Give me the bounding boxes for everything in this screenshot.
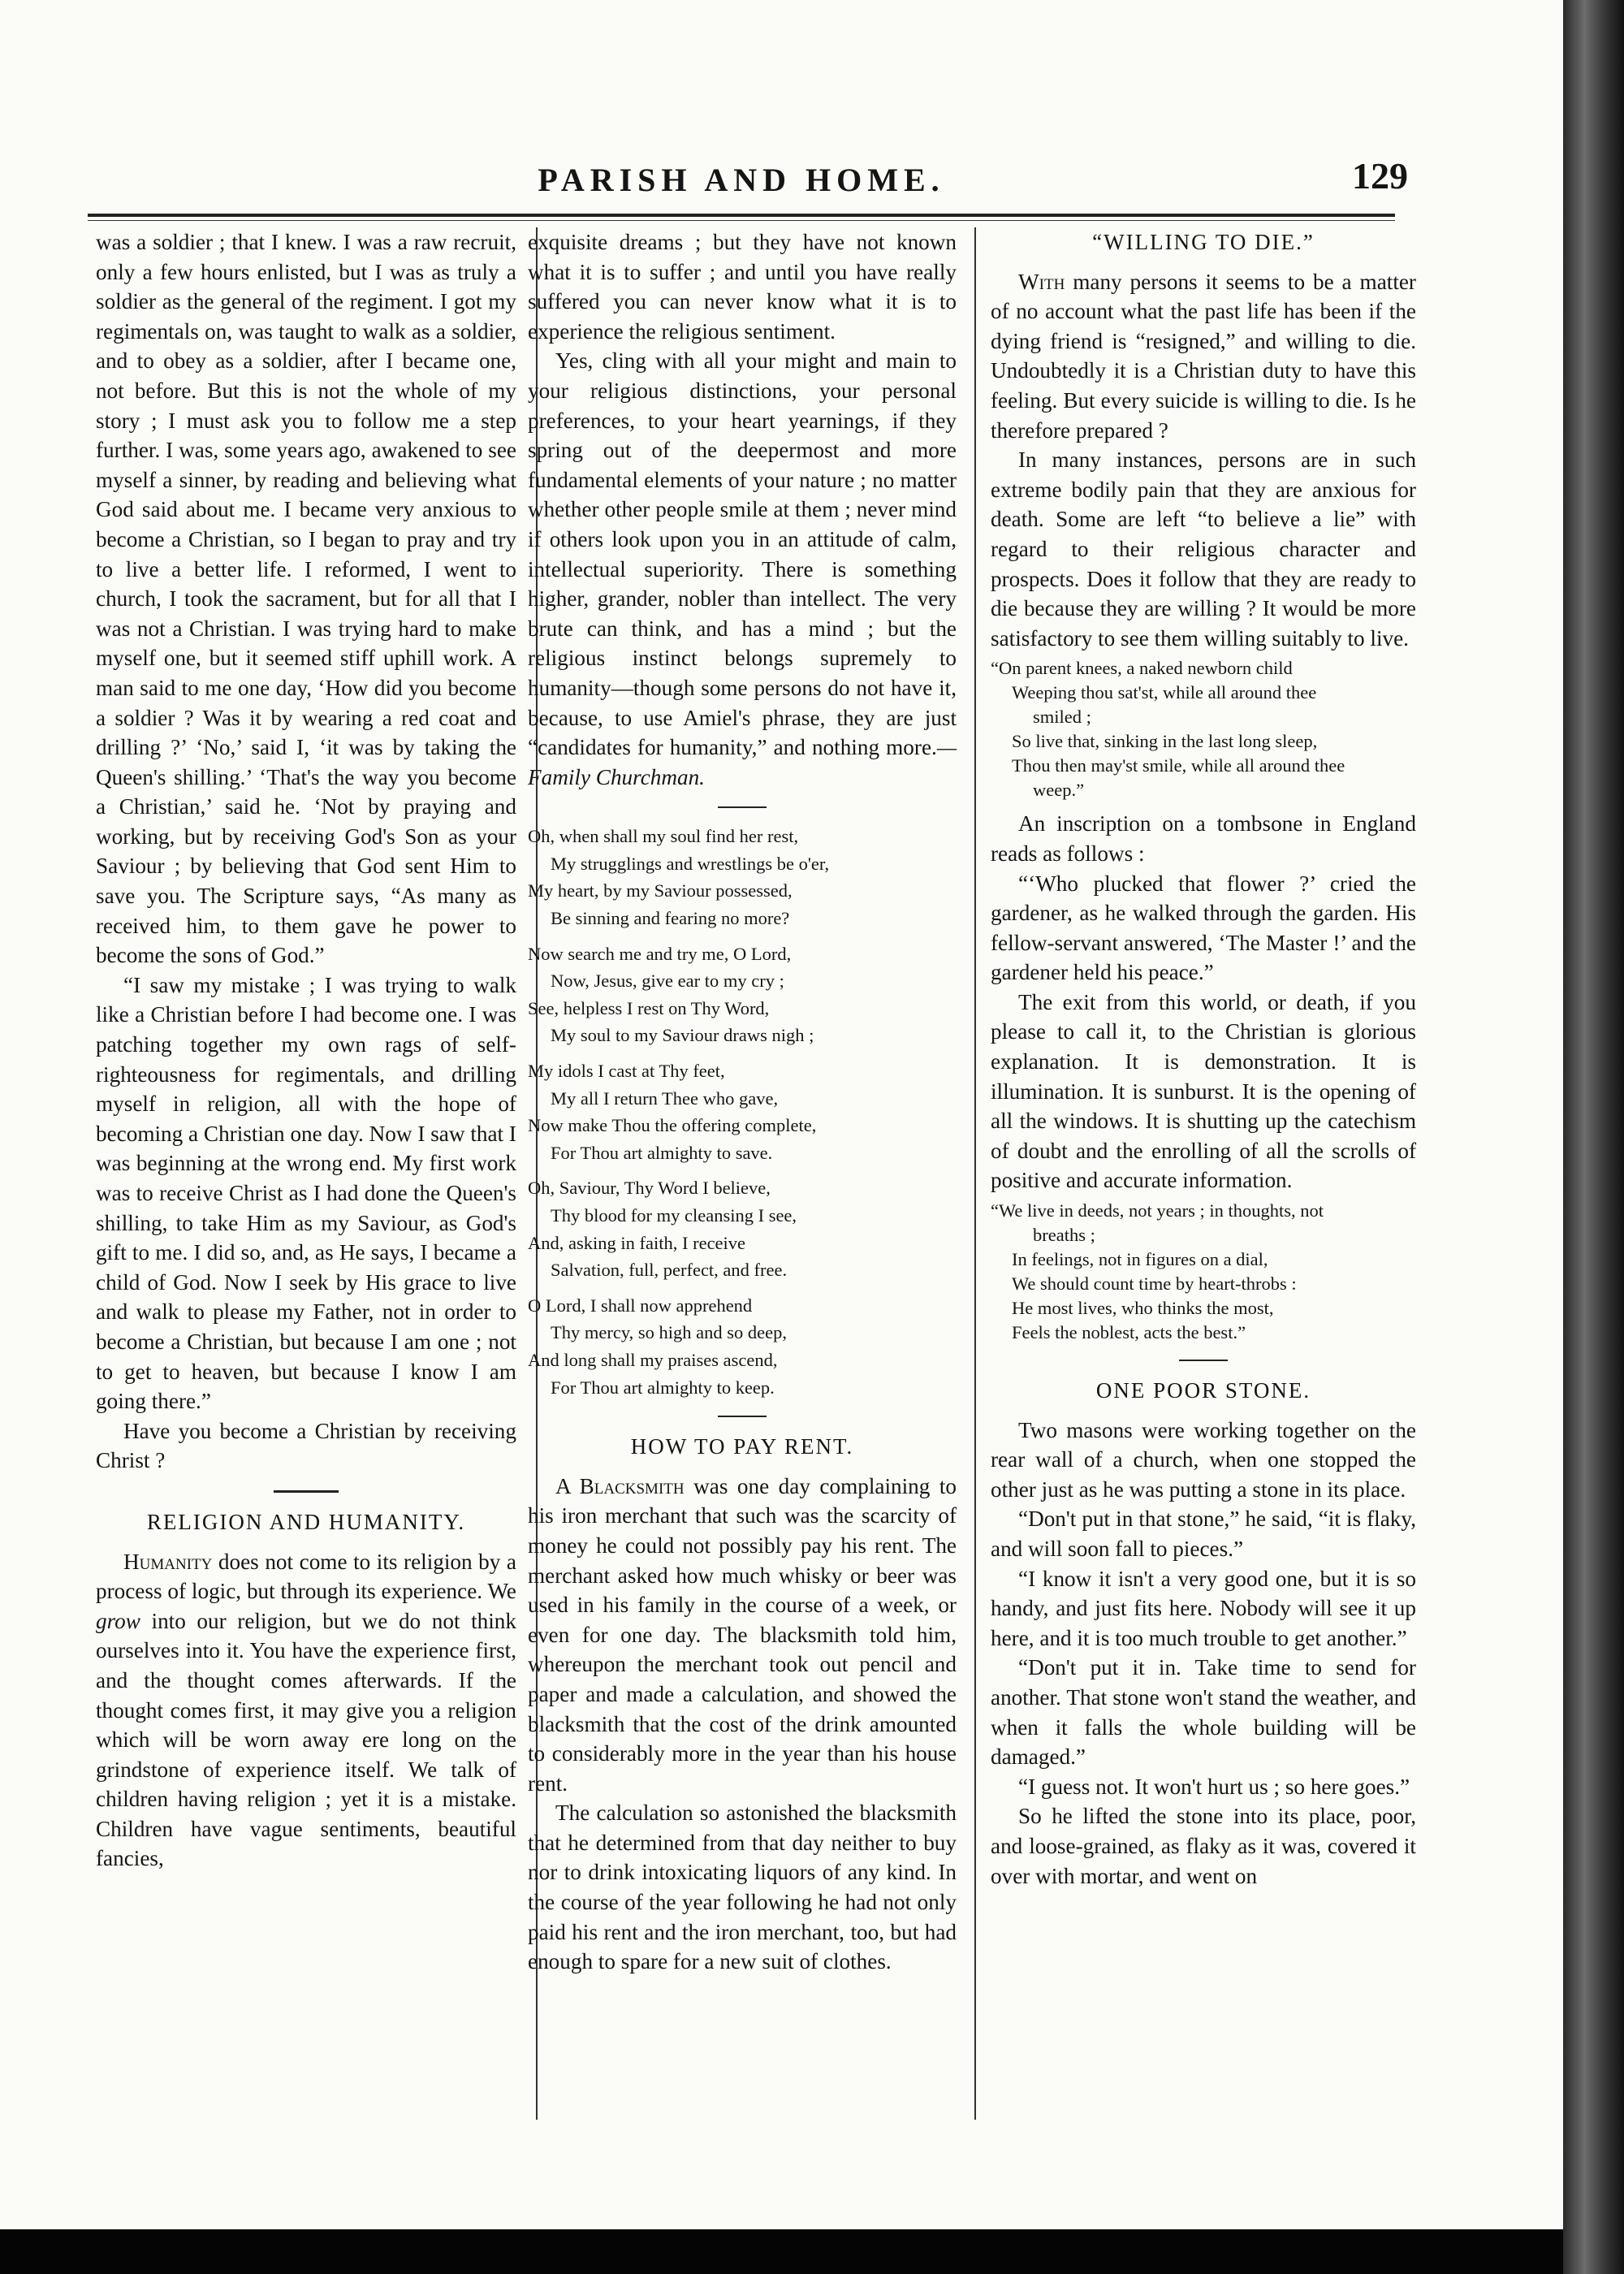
- paragraph-text: into our religion, but we do not think ourselves into it. You have the experience first, and the thought comes afterwards. If the thought comes first, it may give you a religion which will be worn away ere long on the grindstone of experience itself. We talk of children having religion ; yet it is a mistake. Children have vague sentiments, beautiful fancies,: [96, 1608, 516, 1871]
- column-left: [96, 227, 516, 1874]
- article-heading: “WILLING TO DIE.”: [1092, 230, 1315, 254]
- paragraph: So he lifted the stone into its place, poor, and loose-grained, as flaky as it was, covered it over with mortar, and went on: [991, 1804, 1416, 1888]
- article-heading: RELIGION AND HUMANITY.: [146, 1509, 466, 1534]
- paragraph: exquisite dreams ; but they have not known what it is to suffer ; and until you have really suffered you can never know what it is to experience the religious sentiment.: [528, 230, 957, 344]
- paragraph: [96, 1547, 516, 1874]
- column-divider-2: [974, 227, 976, 2120]
- poem-line: My soul to my Saviour draws nigh ;: [551, 1025, 814, 1046]
- poem-line: My heart, by my Saviour possessed,: [528, 880, 793, 901]
- lead-word: With: [1018, 269, 1065, 294]
- paragraph: The exit from this world, or death, if you please to call it, to the Christian is glorious explanation. It is demonstration. It is illumination. It is sunburst. It is the opening of all the windows. It is shutting up the catechism of doubt and the enrolling of all the scrolls of positive and accurate information.: [991, 989, 1416, 1193]
- poem-line: My idols I cast at Thy feet,: [528, 1061, 725, 1082]
- poem-line: See, helpless I rest on Thy Word,: [528, 997, 770, 1018]
- paragraph: Have you become a Christian by receiving Christ ?: [96, 1418, 516, 1473]
- poem-line: My all I return Thee who gave,: [551, 1087, 779, 1109]
- verse-line: Thou then may'st smile, while all around thee: [1012, 755, 1345, 776]
- paragraph: “I saw my mistake ; I was trying to walk like a Christian before I had become one. I was patching together my own rags of self-righteousness for regimentals, and drilling myself in religion, all with the hope of becoming a Christian one day. Now I saw that I was beginning at the wrong end. My first work was to receive Christ as I had done the Queen's shilling, to take Him as my Saviour, as God's gift to me. I did so, and, as He says, I became a child of God. Now I seek by His grace to live and walk to please my Father, not in order to become a Christian, but because I am one ; not to get to heaven, but because I know I am going there.”: [96, 972, 516, 1414]
- paragraph-text: many persons it seems to be a matter of no account what the past life has been if the dying friend is “resigned,” and willing to die. Undoubtedly it is a Christian duty to have this feeling. But every suicide is willing to die. Is he therefore prepared ?: [991, 269, 1416, 443]
- poem-line: O Lord, I shall now apprehend: [528, 1295, 753, 1316]
- hymn-poem: [528, 823, 957, 1401]
- page-number: 129: [1352, 155, 1408, 197]
- poem-line: And long shall my praises ascend,: [528, 1349, 778, 1370]
- paragraph-text: was one day complaining to his iron merchant that such was the scarcity of money he could not possibly pay his rent. The merchant asked how much whisky or beer was used in his family in the course of a week, or even for one day. The blacksmith told him, whereupon the merchant took out pencil and paper and made a calculation, and showed the blacksmith that the cost of the drink amounted to considerably more in the year than his house rent.: [528, 1473, 957, 1796]
- section-separator: [718, 806, 767, 808]
- poem-line: Now, Jesus, give ear to my cry ;: [551, 971, 784, 992]
- article-heading: HOW TO PAY RENT.: [630, 1434, 854, 1459]
- paragraph: was a soldier ; that I knew. I was a raw recruit, only a few hours enlisted, but I was as truly a soldier as the general of the regiment. I got my regimentals on, was taught to walk as a soldier, and to obey as a soldier, after I became one, not before. But this is not the whole of my story ; I must ask you to follow me a step further. I was, some years ago, awakened to see myself a sinner, by reading and believing what God said about me. I became very anxious to become a Christian, so I began to pray and try to live a better life. I reformed, I went to church, I took the sacrament, but for all that I was not a Christian. I was trying hard to make myself one, but it seemed stiff uphill work. A man said to me one day, ‘How did you become a soldier ? Was it by wearing a red coat and drilling ?’ ‘No,’ said I, ‘it was by taking the Queen's shilling.’ ‘That's the way you become a Christian,’ said he. ‘Not by praying and working, but by receiving God's Son as your Saviour ; by believing that God sent Him to save you. The Scripture says, “As many as received him, to them gave he power to become the sons of God.”: [96, 230, 516, 968]
- paragraph: In many instances, persons are in such extreme bodily pain that they are anxious for death. Some are left “to believe a lie” with regard to their religious character and prospects. Does it follow that they are ready to die because they are willing ? It would be more satisfactory to see them willing suitably to live.: [991, 447, 1416, 651]
- poem-line: For Thou art almighty to save.: [551, 1142, 773, 1163]
- poem-line: Salvation, full, perfect, and free.: [551, 1260, 788, 1281]
- poem-line: My strugglings and wrestlings be o'er,: [551, 853, 830, 874]
- poem-stanza: [528, 823, 957, 932]
- verse-line: breaths ;: [1033, 1225, 1095, 1246]
- paragraph: “Don't put in that stone,” he said, “it is flaky, and will soon fall to pieces.”: [991, 1507, 1416, 1561]
- quoted-verse: [991, 1199, 1416, 1345]
- page-header: [88, 154, 1408, 211]
- verse-line: He most lives, who thinks the most,: [1012, 1298, 1274, 1319]
- section-separator: [274, 1490, 339, 1493]
- poem-stanza: [528, 1057, 957, 1166]
- paragraph: “‘Who plucked that flower ?’ cried the gardener, as he walked through the garden. His fellow-servant answered, ‘The Master !’ and the gardener held his peace.”: [991, 871, 1416, 985]
- header-rule-thin: [88, 220, 1395, 221]
- running-title: PARISH AND HOME.: [538, 162, 945, 198]
- poem-line: For Thou art almighty to keep.: [551, 1377, 775, 1398]
- poem-line: Oh, when shall my soul find her rest,: [528, 826, 799, 847]
- poem-stanza: [528, 1174, 957, 1283]
- poem-line: Be sinning and fearing no more?: [551, 908, 790, 929]
- verse-line: Weeping thou sat'st, while all around thee: [1012, 682, 1317, 703]
- column-middle: [528, 227, 957, 1977]
- verse-line: smiled ;: [1033, 707, 1091, 728]
- verse-line: Feels the noblest, acts the best.”: [1012, 1322, 1246, 1343]
- quoted-verse: [991, 656, 1416, 802]
- poem-stanza: [528, 940, 957, 1049]
- paragraph: “I guess not. It won't hurt us ; so here goes.”: [1018, 1774, 1410, 1799]
- poem-line: Thy mercy, so high and so deep,: [551, 1322, 787, 1343]
- paragraph: “I know it isn't a very good one, but it is so handy, and just fits here. Nobody will see it up here, and it is too much trouble to get another.”: [991, 1566, 1416, 1650]
- verse-line: We should count time by heart-throbs :: [1012, 1273, 1297, 1295]
- section-separator: [718, 1416, 767, 1417]
- paragraph: Two masons were working together on the rear wall of a church, when one stopped the other just as he was putting a stone in its place.: [991, 1417, 1416, 1502]
- column-right: [991, 227, 1416, 1891]
- section-separator: [1179, 1360, 1228, 1361]
- verse-line: “We live in deeds, not years ; in thoughts, not: [991, 1200, 1324, 1221]
- paragraph: [991, 267, 1416, 446]
- paragraph: [528, 346, 957, 792]
- lead-word: Humanity: [123, 1549, 213, 1574]
- poem-line: Now make Thou the offering complete,: [528, 1115, 817, 1136]
- verse-line: weep.”: [1033, 780, 1085, 801]
- poem-line: Oh, Saviour, Thy Word I believe,: [528, 1178, 771, 1199]
- paragraph: The calculation so astonished the blacksmith that he determined from that day neither to buy nor to drink intoxicating liquors of any kind. In the course of the year following he had not only paid his rent and the iron merchant, too, but had enough to spare for a new suit of clothes.: [528, 1801, 957, 1974]
- poem-line: Now search me and try me, O Lord,: [528, 943, 792, 964]
- header-rule: [88, 214, 1395, 217]
- verse-line: So live that, sinking in the last long sleep,: [1012, 731, 1318, 752]
- emphasis: grow: [96, 1608, 140, 1633]
- paragraph-text: Yes, cling with all your might and main to your religious distinctions, your personal preferences, to your heart yearnings, if they spring out of the deepermost and more fundamental elements of your nature ; no matter whether other people smile at them ; never mind if others look upon you in an attitude of calm, intellectual superiority. There is something higher, grander, nobler than intellect. The very brute can think, and has a mind ; but the religious instinct belongs supremely to humanity—though some persons do not have it, because, to use Amiel's phrase, they are just “candidates for humanity,” and nothing more.: [528, 348, 957, 760]
- article-heading: ONE POOR STONE.: [1095, 1378, 1311, 1403]
- poem-stanza: [528, 1292, 957, 1401]
- verse-line: In feelings, not in figures on a dial,: [1012, 1249, 1268, 1270]
- source-credit: —Family Churchman.: [528, 735, 957, 789]
- verse-line: “On parent knees, a naked newborn child: [991, 658, 1293, 679]
- poem-line: Thy blood for my cleansing I see,: [551, 1205, 797, 1226]
- paragraph-text: does not come to its religion by a process of logic, but through its experience. We: [96, 1549, 516, 1604]
- binding-edge: [1563, 0, 1624, 2274]
- paragraph: An inscription on a tombsone in England reads as follows :: [991, 811, 1416, 866]
- paragraph: “Don't put it in. Take time to send for another. That stone won't stand the weather, and when it falls the whole building will be damaged.”: [991, 1655, 1416, 1770]
- lead-word: A Blacksmith: [555, 1473, 685, 1498]
- scan-border: [0, 2229, 1563, 2274]
- poem-line: And, asking in faith, I receive: [528, 1232, 746, 1253]
- paragraph: [528, 1472, 957, 1799]
